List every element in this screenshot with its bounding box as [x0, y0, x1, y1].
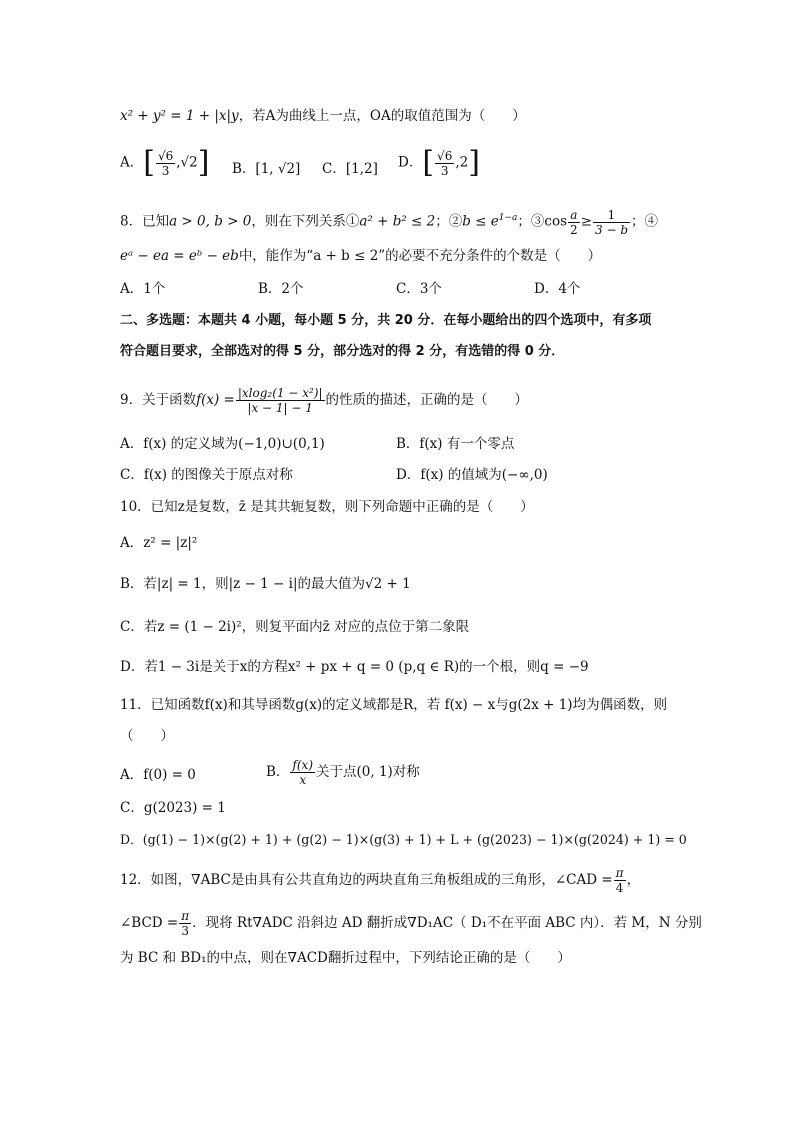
q8-option-a: A．1个	[120, 281, 166, 297]
section2-line2: 符合题目要求，全部选对的得 5 分，部分选对的得 2 分，有选错的得 0 分．	[120, 344, 565, 359]
q11-option-c: C．g(2023) = 1	[120, 800, 226, 816]
q7-stem-tail	[120, 105, 526, 127]
q10-option-a: A．z² = |z|²	[120, 535, 198, 551]
q9-option-a: A．f(x) 的定义域为(−1,0)∪(0,1)	[120, 436, 325, 452]
q7-option-c: C．[1,2]	[322, 161, 378, 177]
q11-option-d: D．(g(1) − 1)×(g(2) + 1) + (g(2) − 1)×(g(3) + 1) + L + (g(2023) − 1)×(g(2024) + 1) = 0	[120, 832, 687, 847]
q10-option-d: D．若1 − 3i是关于x的方程x² + px + q = 0 (p,q ∈ R)的一个根，则q = −9	[120, 659, 589, 675]
q11-stem-line2: （ ）	[120, 728, 174, 744]
q9-stem: 9．关于函数f(x) = $\frac{\text{|xlog₂(1 − x²)|}}{|x - 1| - 1}$ 的性质的描述，正确的是（ ）	[120, 386, 529, 415]
q12-line2: ∠BCD = $\frac{\pi}{3}$ ．现将 Rt∇ADC 沿斜边 AD 翻折成∇D₁AC（ D₁不在平面 ABC 内）．若 M，N 分别	[120, 909, 702, 938]
q10-stem: 10．已知z是复数，z̄ 是其共轭复数，则下列命题中正确的是（ ）	[120, 499, 534, 515]
q7-option-b: B．[1, √2]	[232, 161, 301, 177]
q7-formula: x² + y² = 1 + |x|y	[120, 108, 239, 124]
q8-stem-line2: eᵃ − ea = eᵇ − eb中，能作为“a + b ≤ 2”的必要不充分条件的个数是（ ）	[120, 248, 602, 264]
q8-option-b: B．2个	[258, 281, 304, 297]
q7-option-d: D．[ $\frac{√6}{3}$ ,2]	[398, 145, 480, 180]
q7-option-a: A．[ $\frac{√6}{3}$ ,√2]	[120, 145, 210, 180]
q8-stem-line1: 8．已知a > 0, b > 0，则在下列关系①a² + b² ≤ 2；②b ≤ $e^{1-a}$；③cos $\frac{a}{2}$ ≥ $\frac{1}{3 - b}$ ；④	[120, 207, 658, 237]
q10-option-c: C．若z = (1 − 2i)²，则复平面内z̄ 对应的点位于第二象限	[120, 619, 470, 635]
q9-option-b: B．f(x) 有一个零点	[396, 436, 515, 452]
q11-option-a: A．f(0) = 0	[120, 767, 196, 783]
q9-option-c: C．f(x) 的图像关于原点对称	[120, 467, 293, 483]
q12-line1: 12．如图，∇ABC是由具有公共直角边的两块直角三角板组成的三角形，∠CAD = $\frac{\pi}{4}$ ，	[120, 866, 641, 895]
q12-line3: 为 BC 和 BD₁的中点，则在∇ACD翻折过程中，下列结论正确的是（ ）	[120, 950, 571, 966]
q8-option-d: D．4个	[534, 281, 581, 297]
q10-option-b: B．若|z| = 1，则|z − 1 − i|的最大值为√2 + 1	[120, 576, 411, 592]
q11-stem-line1: 11．已知函数f(x)和其导函数g(x)的定义域都是R，若 f(x) − x与g(2x + 1)均为偶函数，则	[120, 697, 668, 713]
q7-text: ，若A为曲线上一点，OA的取值范围为（ ）	[238, 108, 526, 124]
q9-option-d: D．f(x) 的值域为(−∞,0)	[396, 467, 548, 483]
q11-option-b: B． $\frac{f(x)}{x}$ 关于点(0, 1)对称	[266, 758, 420, 787]
q8-option-c: C．3个	[396, 281, 442, 297]
section2-line1: 二、多选题：本题共 4 小题，每小题 5 分，共 20 分．在每小题给出的四个选项中，有多项	[120, 313, 652, 328]
